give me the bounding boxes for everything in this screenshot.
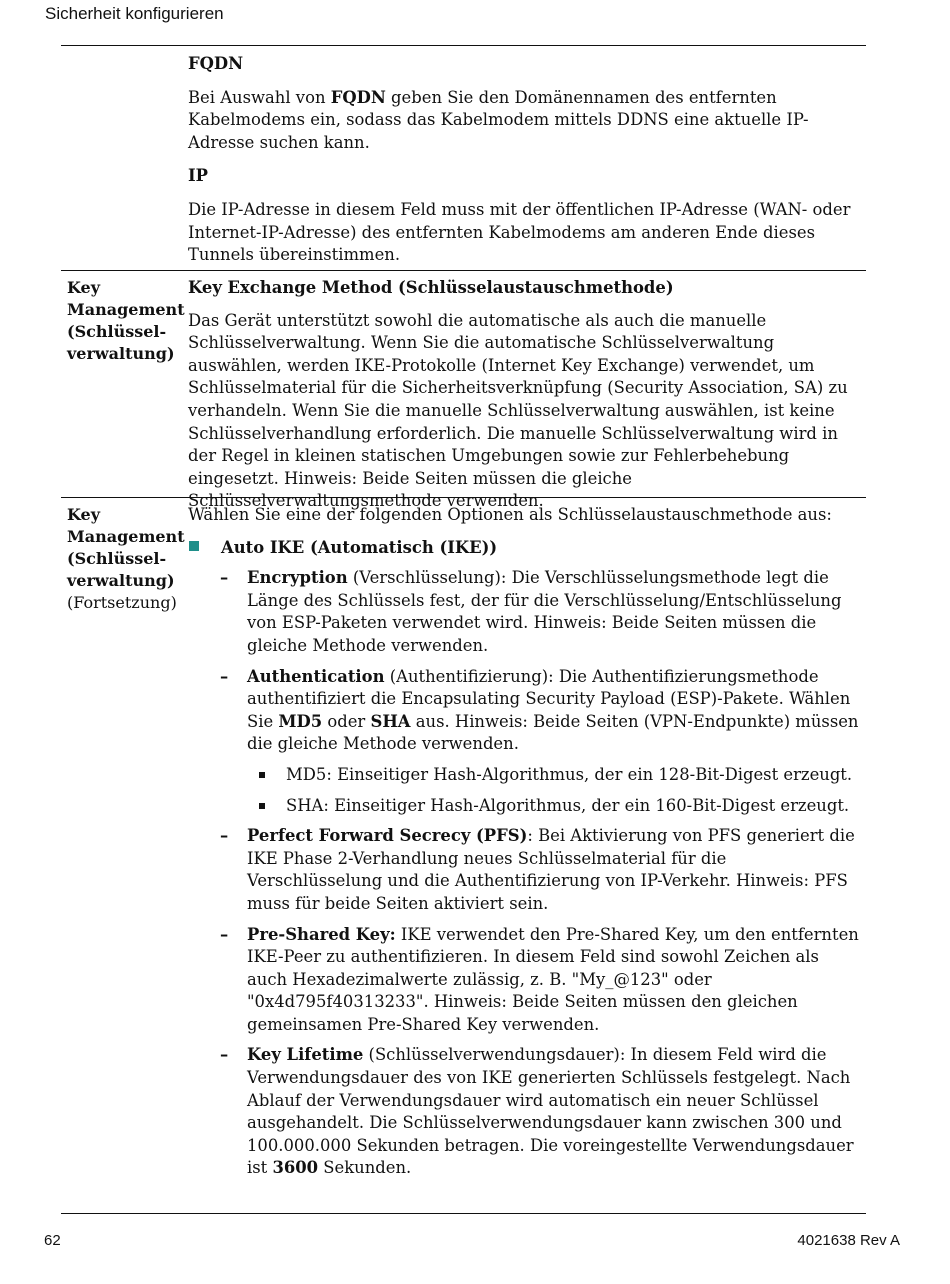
list-item-pfs: – Perfect Forward Secrecy (PFS): Bei Aktivierung von PFS generiert die IKE Phase 2-Verhandlung neues Schlüsselmaterial für die Verschlüsselung und die Authentifizierung von IP-Verkehr. Hinweis: PFS muss für beide Seiten aktiviert sein. [220,826,855,913]
auto-ike-settings-list [188,567,863,1180]
running-header: Sicherheit konfigurieren [45,4,224,23]
table-bottom-rule [61,1213,866,1214]
small-square-bullet-icon [259,772,265,778]
row-fqdn-ip-content [188,53,863,267]
dash-bullet-icon: – [220,1045,229,1065]
row-label-key-management-continued: Key Management (Schlüssel- verwaltung) (Fortsetzung) [67,505,185,612]
list-item-sha: SHA: Einseitiger Hash-Algorithmus, der ein 160-Bit-Digest erzeugt. [258,795,863,818]
key-exchange-heading: Key Exchange Method (Schlüsselaustauschmethode) [188,278,674,297]
key-exchange-description: Das Gerät unterstützt sowohl die automatische als auch die manuelle Schlüsselverwaltung. Wenn Sie die automatische Schlüsselverwaltung auswählen, werden IKE-Protokolle (Internet Key Exchange) verwendet, um Schlüsselmaterial für die Sicherheitsverknüpfung (Security Association, SA) zu verhandeln. Wenn Sie die manuelle Schlüsselverwaltung auswählen, ist keine Schlüsselverhandlung erforderlich. Die manuelle Schlüsselverwaltung wird in der Regel in kleinen statischen Umgebungen sowie zur Fehlerbehebung eingesetzt. Hinweis: Beide Seiten müssen die gleiche Schlüsselverwaltungsmethode verwenden. [188,310,848,511]
dash-bullet-icon: – [220,666,229,686]
document-id: 4021638 Rev A [797,1232,900,1249]
running-footer [44,1232,900,1249]
small-square-bullet-icon [259,803,265,809]
dash-bullet-icon: – [220,924,229,944]
page-number: 62 [44,1232,61,1249]
row-key-exchange-content [188,277,863,513]
ip-description: Die IP-Adresse in diesem Feld muss mit der öffentlichen IP-Adresse (WAN- oder Internet-IP-Adresse) des entfernten Kabelmodems am anderen Ende dieses Tunnels übereinstimmen. [188,199,851,265]
list-item-pre-shared-key: – Pre-Shared Key: IKE verwendet den Pre-Shared Key, um den entfernten IKE-Peer zu authentifizieren. In diesem Feld sind sowohl Zeichen als auch Hexadezimalwerte zulässig, z. B. "My_@123" oder "0x4d795f40313233". Hinweis: Beide Seiten müssen den gleichen gemeinsamen Pre-Shared Key verwenden. [220,924,859,1034]
fqdn-description: Bei Auswahl von FQDN geben Sie den Domänennamen des entfernten Kabelmodems ein, sodass das Kabelmodem mittels DDNS eine aktuelle IP-Adresse suchen kann. [188,87,809,152]
row-divider [61,497,866,498]
dash-bullet-icon: – [220,568,229,588]
list-item-md5: MD5: Einseitiger Hash-Algorithmus, der ein 128-Bit-Digest erzeugt. [258,764,863,787]
list-item-authentication: – Authentication (Authentifizierung): Die Authentifizierungsmethode authentifiziert die Encapsulating Security Payload (ESP)-Pakete. Wählen Sie MD5 oder SHA aus. Hinweis: Beide Seiten (VPN-Endpunkte) müssen die gleiche Methode verwenden. MD5: Einseitiger Hash-Algorithmus, der ein 128-Bit-Digest erzeugt. SHA: Einseitiger Hash-Algorithmus, der ein 160-Bit-Digest erzeugt. [220,666,863,818]
list-item-key-lifetime: – Key Lifetime (Schlüsselverwendungsdauer): In diesem Feld wird die Verwendungsdauer des von IKE generierten Schlüssels festgelegt. Nach Ablauf der Verwendungsdauer wird automatisch ein neuer Schlüssel ausgehandelt. Die Schlüsselverwendungsdauer kann zwischen 300 und 100.000.000 Sekunden betragen. Die voreingestellte Verwendungsdauer ist 3600 Sekunden. [220,1045,854,1178]
row-auto-ike-content [188,504,863,1188]
table-top-rule [61,45,866,46]
list-item-auto-ike: Auto IKE (Automatisch (IKE)) [188,537,863,560]
fqdn-heading: FQDN [188,54,244,73]
square-bullet-icon [189,541,199,551]
dash-bullet-icon: – [220,826,229,846]
options-intro: Wählen Sie eine der folgenden Optionen als Schlüsselaustauschmethode aus: [188,505,832,524]
auth-methods-list [247,764,863,817]
row-divider [61,270,866,271]
list-item-encryption: – Encryption (Verschlüsselung): Die Verschlüsselungsmethode legt die Länge des Schlüssels fest, der für die Verschlüsselung/Entschlüsselung von ESP-Paketen verwendet wird. Hinweis: Beide Seiten müssen die gleiche Methode verwenden. [220,568,842,655]
ip-heading: IP [188,166,208,186]
row-label-key-management: Key Management (Schlüssel- verwaltung) [67,278,185,363]
